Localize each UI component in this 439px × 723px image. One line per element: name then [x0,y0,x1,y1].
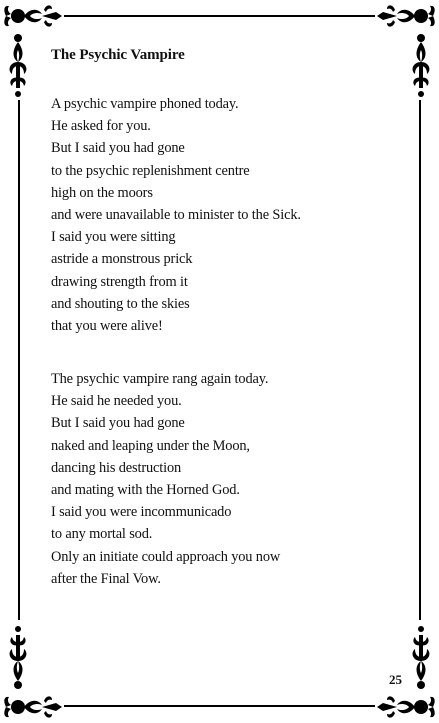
poem-line: after the Final Vow. [51,570,161,587]
poem-line: drawing strength from it [51,273,188,290]
poem-line: He said he needed you. [51,393,182,410]
poem-line: But I said you had gone [51,140,185,157]
border-bottom-line [64,705,375,707]
poem-line: He asked for you. [51,118,151,135]
poem-line: and were unavailable to minister to the Sick. [51,207,301,224]
poem-line: naked and leaping under the Moon, [51,437,250,454]
poem-stanza-1 [51,93,301,337]
corner-ornament-top-right-icon [375,0,439,100]
poem-line: to any mortal sod. [51,526,153,543]
fleur-de-lis-icon [0,623,64,723]
poem-line: dancing his destruction [51,459,182,476]
poem-line: But I said you had gone [51,415,185,432]
page-number: 25 [389,672,402,687]
poem-line: astride a monstrous prick [51,251,193,268]
poem-title: The Psychic Vampire [51,47,185,63]
poem-line: The psychic vampire rang again today. [51,371,269,387]
fleur-de-lis-icon [375,623,439,723]
border-right-line [419,100,421,620]
border-left-line [18,100,20,620]
corner-ornament-bottom-left-icon [0,623,64,723]
poem-line: and shouting to the skies [51,295,190,312]
corner-ornament-bottom-right-icon [375,623,439,723]
poem-stanza-2 [51,368,280,590]
poem-line: to the psychic replenishment centre [51,162,250,179]
fleur-de-lis-icon [375,0,439,100]
poem-line: and mating with the Horned God. [51,482,240,499]
poem-line: I said you were sitting [51,229,176,246]
poem-line: A psychic vampire phoned today. [51,96,239,112]
poem-line: high on the moors [51,184,153,201]
poem-line: I said you were incommunicado [51,504,232,521]
poem-line: that you were alive! [51,318,163,335]
poem-line: Only an initiate could approach you now [51,548,281,565]
border-top-line [64,15,375,17]
